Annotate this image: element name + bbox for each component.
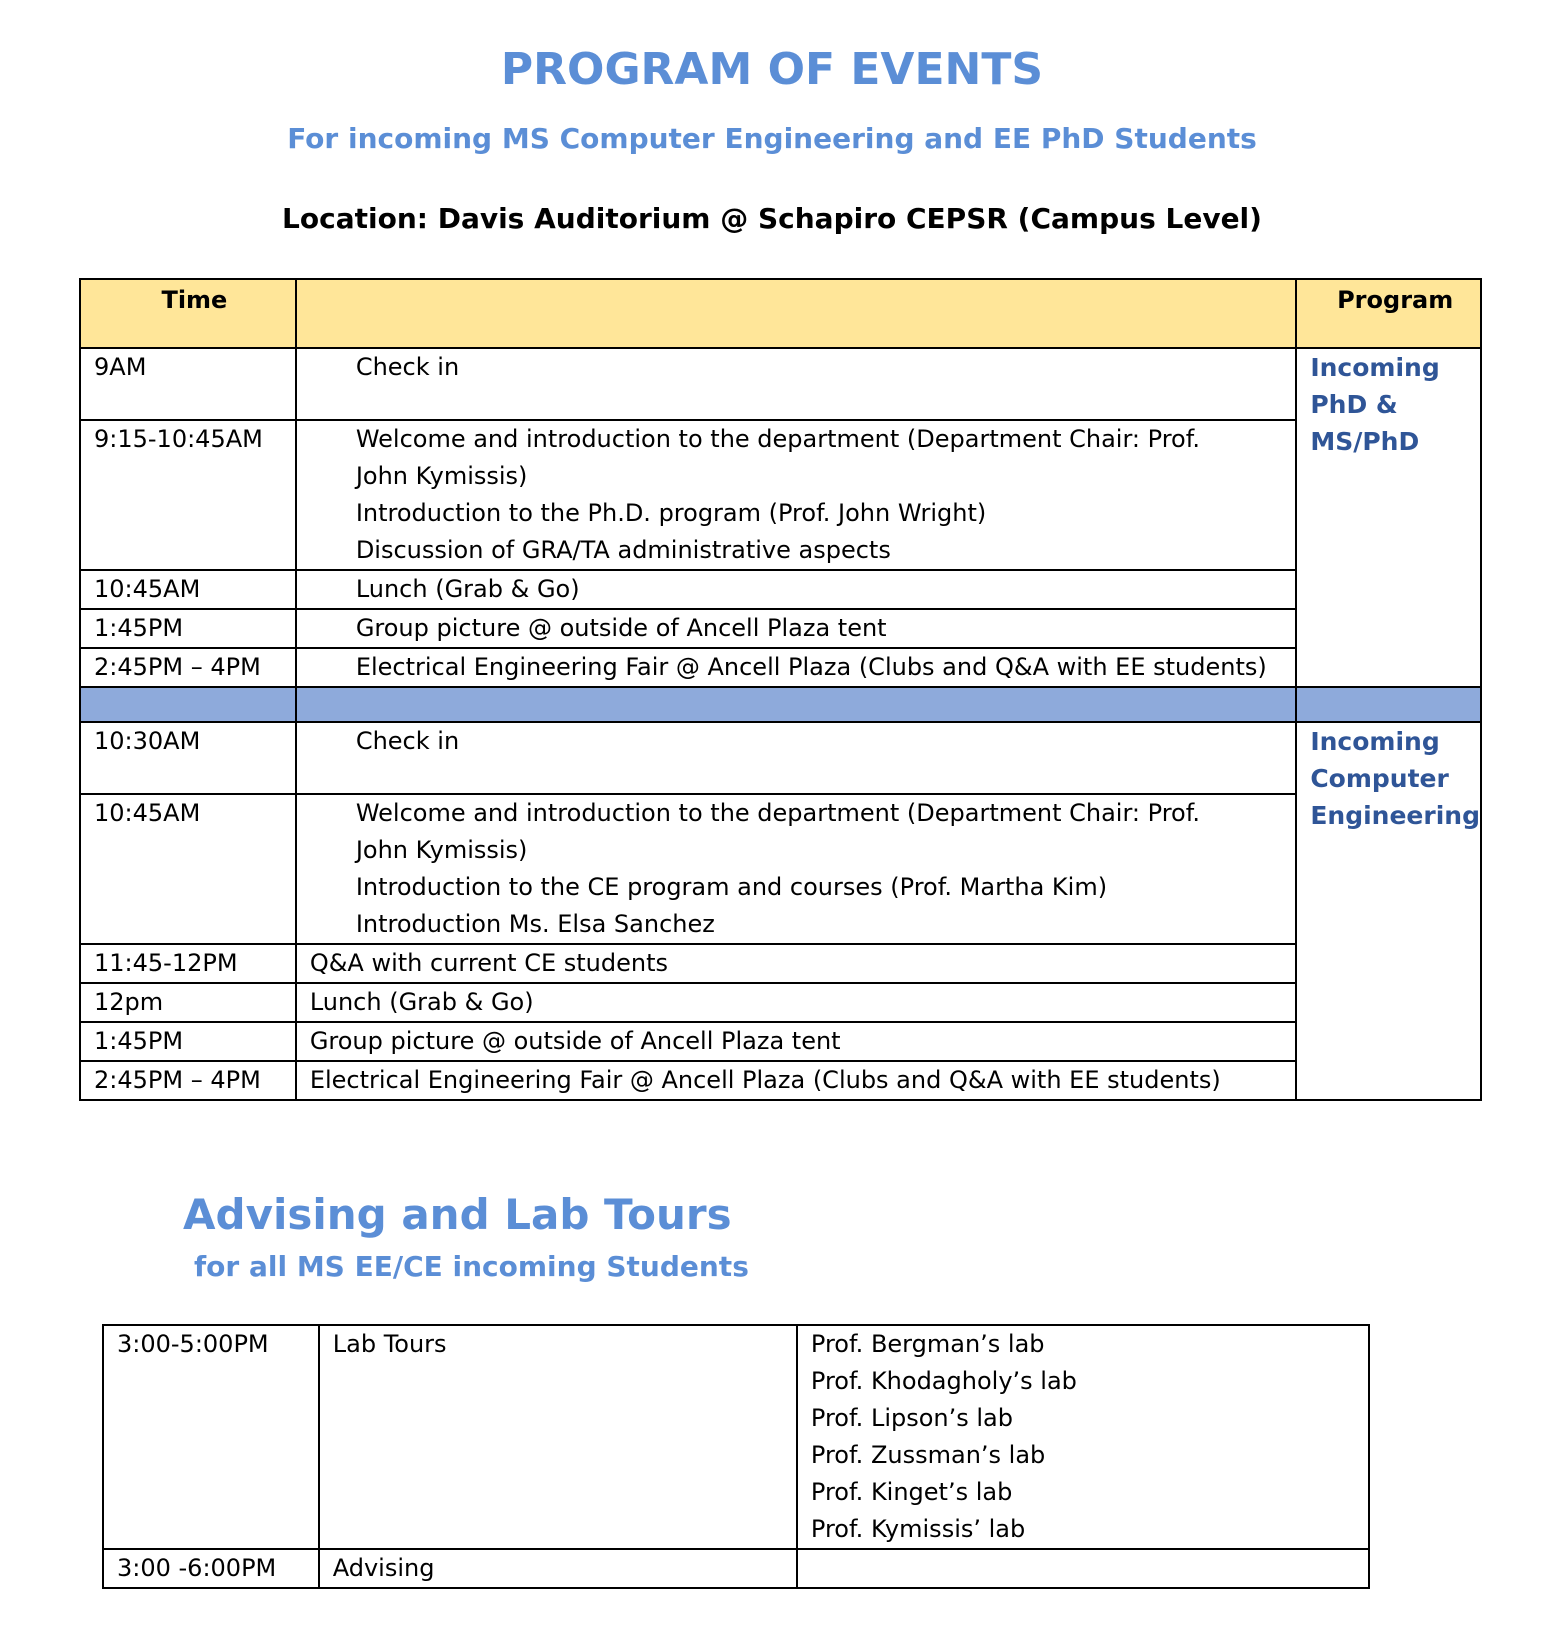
event-cell [296,722,1297,794]
activity-cell: Advising [319,1549,797,1588]
event-line: Check in [355,727,460,755]
time-cell: 1:45PM [80,609,296,648]
table-row [80,609,1481,648]
time-cell: 9AM [80,348,296,420]
event-cell [296,1022,1297,1061]
page-subtitle: For incoming MS Computer Engineering and EE PhD Students [287,122,1257,155]
time-cell: 3:00-5:00PM [103,1325,319,1549]
program-cell-ce [1296,722,1481,1100]
event-line: Welcome and introduction to the department (Department Chair: Prof. [355,799,1201,827]
event-column-header [296,279,1297,348]
table-row [80,944,1481,983]
table-row [80,1022,1481,1061]
table-row [80,420,1481,570]
advising-subtitle: for all MS EE/CE incoming Students [194,1250,749,1283]
table-row [80,1061,1481,1100]
event-line: Discussion of GRA/TA administrative aspects [355,536,891,564]
event-cell [296,570,1297,609]
separator-cell [80,687,296,722]
section-separator-row [80,687,1481,722]
time-cell: 2:45PM – 4PM [80,1061,296,1100]
advising-table [102,1324,1370,1589]
event-line: Lunch (Grab & Go) [309,988,534,1016]
lab-item: Prof. Khodagholy’s lab [810,1367,1077,1395]
time-cell: 1:45PM [80,1022,296,1061]
table-row [103,1549,1369,1588]
event-cell [296,648,1297,687]
time-cell: 11:45-12PM [80,944,296,983]
schedule-header-row [80,279,1481,348]
separator-cell [296,687,1297,722]
event-line: John Kymissis) [355,836,528,864]
program-cell-phd [1296,348,1481,687]
lab-item: Prof. Lipson’s lab [810,1404,1013,1432]
event-cell [296,983,1297,1022]
advising-title: Advising and Lab Tours [183,1190,732,1239]
activity-cell: Lab Tours [319,1325,797,1549]
labs-cell [797,1325,1369,1549]
lab-item: Prof. Bergman’s lab [810,1330,1045,1358]
event-cell [296,609,1297,648]
time-column-header: Time [80,279,296,348]
lab-item: Prof. Zussman’s lab [810,1441,1046,1469]
lab-item: Prof. Kymissis’ lab [810,1515,1026,1543]
event-line: Introduction to the Ph.D. program (Prof. John Wright) [355,499,987,527]
table-row [80,570,1481,609]
program-line: Incoming [1310,727,1440,756]
time-cell: 2:45PM – 4PM [80,648,296,687]
table-row [103,1325,1369,1549]
time-cell: 10:45AM [80,794,296,944]
event-line: John Kymissis) [355,462,528,490]
location-line: Location: Davis Auditorium @ Schapiro CEPSR (Campus Level) [282,202,1262,235]
separator-cell [1296,687,1481,722]
event-cell [296,944,1297,983]
event-line: Introduction to the CE program and courses (Prof. Martha Kim) [355,873,1108,901]
event-line: Introduction Ms. Elsa Sanchez [355,910,715,938]
time-cell: 9:15-10:45AM [80,420,296,570]
event-line: Q&A with current CE students [309,949,669,977]
event-cell [296,348,1297,420]
time-cell: 12pm [80,983,296,1022]
program-column-header: Program [1296,279,1481,348]
event-cell [296,420,1297,570]
event-cell [296,1061,1297,1100]
event-line: Electrical Engineering Fair @ Ancell Plaza (Clubs and Q&A with EE students) [355,653,1267,681]
lab-item: Prof. Kinget’s lab [810,1478,1013,1506]
event-line: Electrical Engineering Fair @ Ancell Plaza (Clubs and Q&A with EE students) [309,1066,1221,1094]
time-cell: 10:30AM [80,722,296,794]
page-title: PROGRAM OF EVENTS [500,44,1044,95]
table-row [80,983,1481,1022]
event-line: Group picture @ outside of Ancell Plaza tent [309,1027,841,1055]
event-line: Check in [355,353,460,381]
program-line: MS/PhD [1310,427,1420,456]
time-cell: 3:00 -6:00PM [103,1549,319,1588]
labs-cell [797,1549,1369,1588]
time-cell: 10:45AM [80,570,296,609]
event-cell [296,794,1297,944]
schedule-table [79,278,1482,1101]
table-row [80,348,1481,420]
event-line: Welcome and introduction to the department (Department Chair: Prof. [355,425,1201,453]
table-row [80,722,1481,794]
program-line: Computer [1310,764,1449,793]
event-line: Group picture @ outside of Ancell Plaza tent [355,614,887,642]
program-line: Engineering [1310,801,1480,830]
program-line: Incoming [1310,353,1440,382]
event-line: Lunch (Grab & Go) [355,575,580,603]
table-row [80,794,1481,944]
table-row [80,648,1481,687]
program-line: PhD & [1310,390,1398,419]
